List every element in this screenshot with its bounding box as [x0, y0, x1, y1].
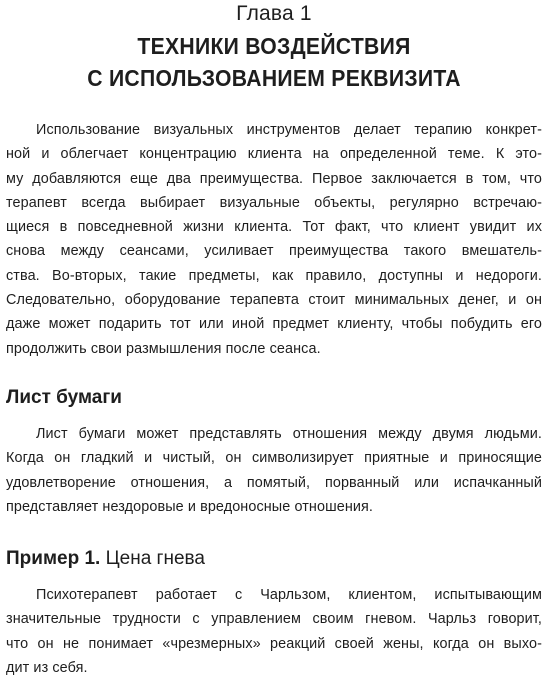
chapter-label: Глава 1	[236, 2, 312, 25]
paragraph-line: что он не понимает «чрезмерных» реакций своей жены, когда он выхо-	[6, 635, 542, 652]
paragraph-line: значительные трудности с управлением своим гневом. Чарльз говорит,	[6, 611, 542, 628]
example-title: Цена гнева	[100, 548, 205, 570]
paragraph-line: терапевт всегда выбирает визуальные объекты, регулярно встречаю-	[6, 194, 542, 211]
chapter-title-line: С ИСПОЛЬЗОВАНИЕМ РЕКВИЗИТА	[87, 65, 461, 91]
section-paragraph	[6, 422, 542, 519]
paragraph-line: продолжить свои размышления после сеанса.	[6, 340, 321, 357]
paragraph-line: удовлетворение отношения, а помятый, порванный или испачканный	[6, 474, 542, 491]
paragraph-line: снова между сеансами, усиливает преимущества такого вмешатель-	[6, 243, 542, 260]
paragraph-line: ства. Во-вторых, такие предметы, как правило, доступны и недороги.	[6, 267, 542, 284]
chapter-title-line: ТЕХНИКИ ВОЗДЕЙСТВИЯ	[137, 33, 411, 59]
example-number: Пример 1.	[6, 548, 101, 570]
paragraph-line: дит из себя.	[6, 660, 88, 677]
paragraph-line: даже может подарить тот или иной предмет клиенту, чтобы побудить его	[6, 316, 542, 333]
paragraph-line: щиеся в повседневной жизни клиента. Тот факт, что клиент увидит их	[6, 219, 542, 236]
paragraph-line: Следовательно, оборудование терапевта стоит минимальных денег, и он	[6, 292, 542, 309]
paragraph-line: Когда он гладкий и чистый, он символизирует приятные и приносящие	[6, 450, 542, 467]
section-heading: Лист бумаги	[6, 386, 122, 408]
example-paragraph	[6, 583, 542, 680]
paragraph-line: Лист бумаги может представлять отношения между двумя людьми.	[36, 425, 542, 442]
paragraph-line: ной и облегчает концентрацию клиента на определенной теме. К это-	[6, 146, 542, 163]
intro-paragraph	[6, 118, 542, 361]
chapter-title	[27, 30, 520, 94]
paragraph-line: Психотерапевт работает с Чарльзом, клиентом, испытывающим	[36, 587, 542, 604]
paragraph-line: му добавляются еще два преимущества. Первое заключается в том, что	[6, 170, 542, 187]
paragraph-line: представляет нездоровые и вредоносные отношения.	[6, 498, 374, 515]
example-heading	[6, 547, 542, 571]
paragraph-line: Использование визуальных инструментов делает терапию конкрет-	[36, 122, 542, 138]
